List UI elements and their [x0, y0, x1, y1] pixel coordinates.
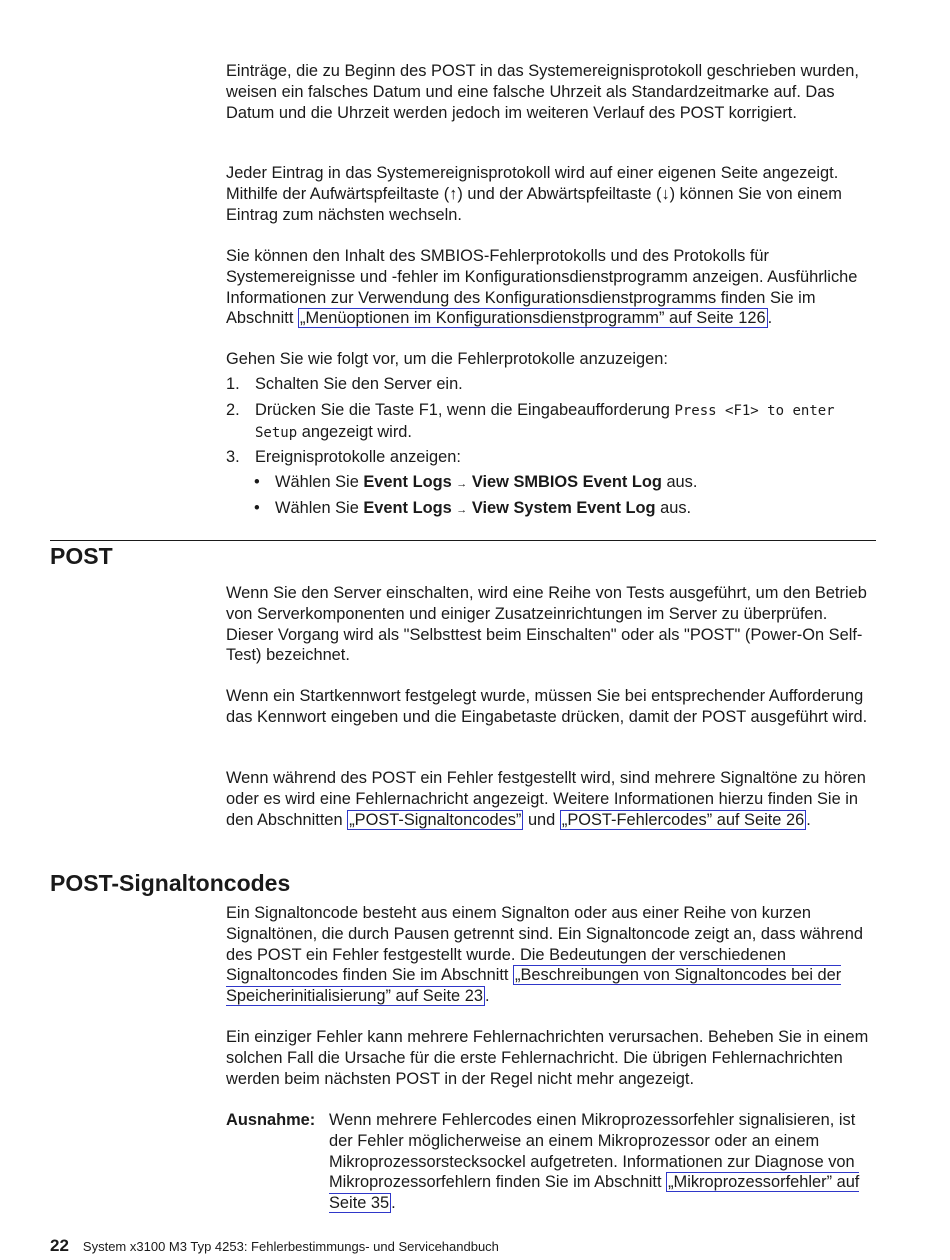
section-divider [50, 540, 876, 541]
paragraph-text: Ein Signaltoncode besteht aus einem Signalton oder aus einer Reihe von kurzen Signaltönen, die durch Pausen getrennt sind. Ein Signaltoncode zeigt an, dass während des POST ein Fehler festgestellt wurde. Die Bedeutungen der verschiedenen Signaltoncodes finden Sie im Abschnitt [226, 904, 863, 985]
steps-intro: Gehen Sie wie folgt vor, um die Fehlerprotokolle anzuzeigen: [226, 350, 668, 368]
arrow-icon: → [456, 478, 468, 490]
step-number: 3. [226, 448, 240, 466]
setup-prompt-code: Press <F1> to enter Setup [255, 403, 835, 441]
bullet: • [254, 473, 260, 491]
menu-item: View SMBIOS Event Log [471, 473, 662, 491]
note-text: Wenn mehrere Fehlercodes einen Mikroprozessorfehler signalisieren, ist der Fehler möglicherweise an einem Mikroprozessor oder an einem Mikroprozessorstecksockel aufgetreten. Informationen zur Diagnose von Mikroprozessorfehlern finden Sie im Abschnitt [329, 1111, 856, 1192]
post-paragraph: Wenn Sie den Server einschalten, wird eine Reihe von Tests ausgeführt, um den Betrieb von Serverkomponenten und einiger Zusatzeinrichtungen im Server zu überprüfen. Dieser Vorgang wird als "Selbsttest beim Einschalten" oder als "POST" (Power-On Self-Test) bezeichnet. [226, 584, 867, 665]
intro-paragraph [226, 246, 878, 329]
section-heading-signaltoncodes: POST-Signaltoncodes [50, 870, 291, 896]
footer-title: System x3100 M3 Typ 4253: Fehlerbestimmungs- und Servicehandbuch [82, 1239, 499, 1254]
paragraph-end: . [767, 309, 773, 328]
intro-paragraph: Jeder Eintrag in das Systemereignisprotokoll wird auf einer eigenen Seite angezeigt. Mithilfe der Aufwärtspfeiltaste (↑) und der Abwärtspfeiltaste (↓) können Sie von einem Eintrag zum nächsten wechseln. [226, 164, 842, 224]
note-end: . [391, 1194, 396, 1213]
step-text: Schalten Sie den Server ein. [255, 375, 463, 393]
section-heading-post: POST [50, 543, 113, 569]
bullet: • [254, 499, 260, 517]
link-konfigurationsdienstprogramm[interactable]: „Menüoptionen im Konfigurationsdienstprogramm” auf Seite 126 [299, 309, 766, 328]
arrow-icon: → [456, 504, 468, 516]
menu-item: View System Event Log [471, 499, 656, 517]
sub-step-post: aus. [655, 499, 692, 517]
paragraph-text: Wenn während des POST ein Fehler festgestellt wird, sind mehrere Signaltöne zu hören oder es wird eine Fehlernachricht angezeigt. Weitere Informationen hierzu finden Sie in den Abschnitten [226, 769, 866, 829]
menu-item: Event Logs [363, 473, 452, 491]
link-mikroprozessorfehler[interactable]: „Mikroprozessorfehler” auf Seite 35 [329, 1173, 860, 1213]
sub-step-post: aus. [661, 473, 698, 491]
page-footer [50, 1236, 499, 1256]
page-number: 22 [50, 1236, 69, 1255]
step-number: 2. [226, 401, 240, 419]
note-body [329, 1110, 879, 1214]
intro-paragraph: Einträge, die zu Beginn des POST in das Systemereignisprotokoll geschrieben wurden, weisen ein falsches Datum und eine falsche Uhrzeit als Standardzeitmarke auf. Das Datum und die Uhrzeit werden jedoch im weiteren Verlauf des POST korrigiert. [226, 62, 859, 122]
signal-paragraph: Ein einziger Fehler kann mehrere Fehlernachrichten verursachen. Beheben Sie in einem solchen Fall die Ursache für die erste Fehlernachricht. Die übrigen Fehlernachrichten werden beim nächsten POST in der Regel nicht mehr angezeigt. [226, 1028, 869, 1088]
step-text-a: Drücken Sie die Taste F1, wenn die Eingabeaufforderung [255, 401, 675, 419]
menu-item: Event Logs [363, 499, 452, 517]
post-paragraph: Wenn ein Startkennwort festgelegt wurde, müssen Sie bei entsprechender Aufforderung das Kennwort eingeben und die Eingabetaste drücken, damit der POST ausgeführt wird. [226, 687, 868, 726]
paragraph-end: . [484, 987, 490, 1006]
link-post-signaltoncodes[interactable]: „POST-Signaltoncodes” [349, 810, 522, 829]
sub-step-text [275, 472, 697, 495]
note-label: Ausnahme: [226, 1111, 316, 1129]
paragraph-text: und [523, 810, 560, 829]
post-paragraph [226, 768, 878, 830]
step-number: 1. [226, 375, 240, 393]
link-post-fehlercodes[interactable]: „POST-Fehlercodes” auf Seite 26 [561, 810, 805, 829]
paragraph-end: . [806, 810, 811, 829]
signal-paragraph [226, 903, 878, 1007]
link-signaltoncodes-speicherinitialisierung[interactable]: „Beschreibungen von Signaltoncodes bei der Speicherinitialisierung” auf Seite 23 [226, 966, 842, 1006]
sub-step-pre: Wählen Sie [275, 499, 364, 517]
sub-step-pre: Wählen Sie [275, 473, 364, 491]
step-text [255, 400, 878, 444]
step-text-b: angezeigt wird. [297, 422, 412, 441]
step-text: Ereignisprotokolle anzeigen: [255, 448, 461, 466]
sub-step-text [275, 498, 691, 521]
paragraph-text: Sie können den Inhalt des SMBIOS-Fehlerprotokolls und des Protokolls für Systemereignisse und -fehler im Konfigurationsdienstprogramm anzeigen. Ausführliche Informationen zur Verwendung des Konfigurationsdienstprogramms finden Sie im Abschnitt [226, 247, 858, 328]
